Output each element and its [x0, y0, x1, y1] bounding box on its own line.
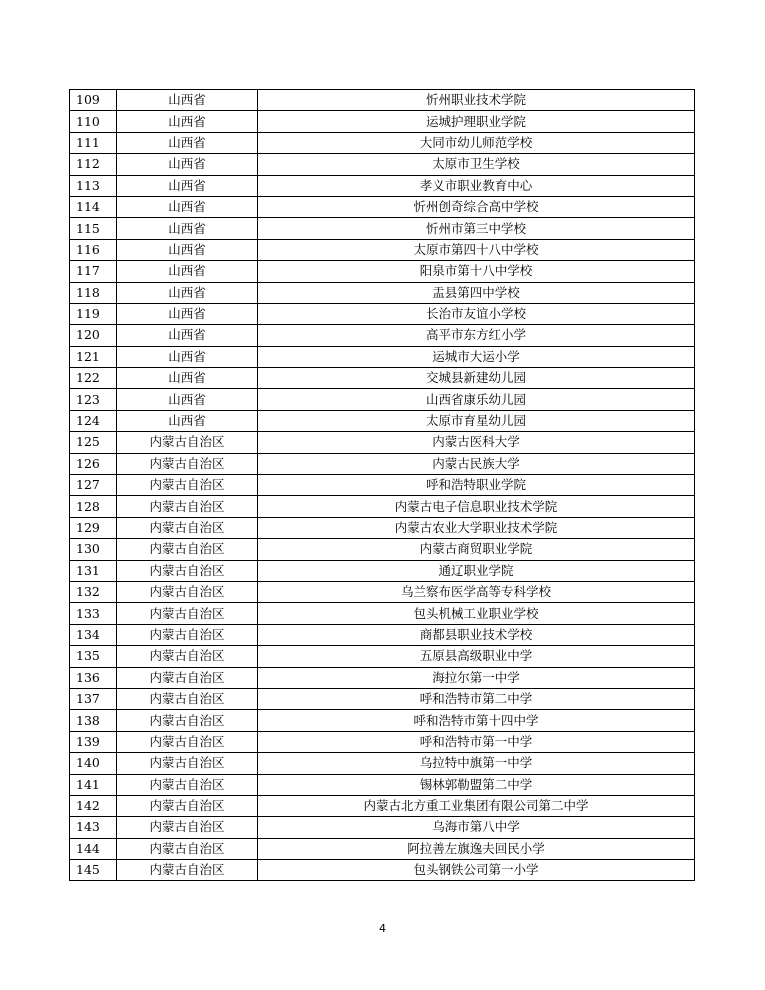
row-number-cell: 114 [70, 196, 117, 217]
page-number: 4 [379, 922, 386, 935]
row-number-cell: 132 [70, 581, 117, 602]
table-row [70, 838, 695, 859]
region-cell: 山西省 [117, 239, 258, 260]
row-number-cell: 140 [70, 753, 117, 774]
row-number-cell: 119 [70, 303, 117, 324]
table-row [70, 453, 695, 474]
table-row [70, 496, 695, 517]
school-name-cell: 呼和浩特职业学院 [258, 475, 695, 496]
row-number-cell: 130 [70, 539, 117, 560]
school-name-cell: 内蒙古北方重工业集团有限公司第二中学 [258, 795, 695, 816]
school-name-cell: 忻州职业技术学院 [258, 90, 695, 111]
region-cell: 内蒙古自治区 [117, 475, 258, 496]
row-number-cell: 124 [70, 410, 117, 431]
row-number-cell: 113 [70, 175, 117, 196]
region-cell: 山西省 [117, 261, 258, 282]
region-cell: 内蒙古自治区 [117, 667, 258, 688]
region-cell: 内蒙古自治区 [117, 432, 258, 453]
row-number-cell: 120 [70, 325, 117, 346]
school-name-cell: 大同市幼儿师范学校 [258, 132, 695, 153]
region-cell: 内蒙古自治区 [117, 838, 258, 859]
region-cell: 内蒙古自治区 [117, 817, 258, 838]
row-number-cell: 116 [70, 239, 117, 260]
school-name-cell: 内蒙古电子信息职业技术学院 [258, 496, 695, 517]
table-row [70, 581, 695, 602]
region-cell: 山西省 [117, 154, 258, 175]
region-cell: 内蒙古自治区 [117, 517, 258, 538]
row-number-cell: 112 [70, 154, 117, 175]
region-cell: 内蒙古自治区 [117, 795, 258, 816]
row-number-cell: 137 [70, 688, 117, 709]
table-row [70, 111, 695, 132]
school-name-cell: 高平市东方红小学 [258, 325, 695, 346]
region-cell: 内蒙古自治区 [117, 646, 258, 667]
row-number-cell: 139 [70, 731, 117, 752]
school-name-cell: 山西省康乐幼儿园 [258, 389, 695, 410]
school-name-cell: 盂县第四中学校 [258, 282, 695, 303]
table-row [70, 646, 695, 667]
region-cell: 山西省 [117, 303, 258, 324]
school-name-cell: 忻州市第三中学校 [258, 218, 695, 239]
table-row [70, 539, 695, 560]
row-number-cell: 122 [70, 368, 117, 389]
school-name-cell: 长治市友谊小学校 [258, 303, 695, 324]
row-number-cell: 135 [70, 646, 117, 667]
region-cell: 内蒙古自治区 [117, 774, 258, 795]
row-number-cell: 123 [70, 389, 117, 410]
school-name-cell: 运城护理职业学院 [258, 111, 695, 132]
table-row [70, 132, 695, 153]
table-row [70, 239, 695, 260]
school-name-cell: 内蒙古医科大学 [258, 432, 695, 453]
region-cell: 山西省 [117, 368, 258, 389]
table-row [70, 303, 695, 324]
row-number-cell: 138 [70, 710, 117, 731]
school-name-cell: 忻州创奇综合高中学校 [258, 196, 695, 217]
region-cell: 山西省 [117, 90, 258, 111]
region-cell: 内蒙古自治区 [117, 453, 258, 474]
table-row [70, 90, 695, 111]
table-row [70, 624, 695, 645]
row-number-cell: 115 [70, 218, 117, 239]
region-cell: 内蒙古自治区 [117, 688, 258, 709]
table-row [70, 175, 695, 196]
school-name-cell: 孝义市职业教育中心 [258, 175, 695, 196]
school-name-cell: 太原市卫生学校 [258, 154, 695, 175]
table-row [70, 517, 695, 538]
table-row [70, 282, 695, 303]
table-row [70, 432, 695, 453]
school-name-cell: 包头钢铁公司第一小学 [258, 860, 695, 881]
row-number-cell: 118 [70, 282, 117, 303]
school-name-cell: 呼和浩特市第十四中学 [258, 710, 695, 731]
region-cell: 山西省 [117, 389, 258, 410]
school-name-cell: 太原市第四十八中学校 [258, 239, 695, 260]
table-row [70, 688, 695, 709]
table-row [70, 667, 695, 688]
table-body [70, 90, 695, 881]
school-name-cell: 商都县职业技术学校 [258, 624, 695, 645]
row-number-cell: 111 [70, 132, 117, 153]
school-name-cell: 太原市育星幼儿园 [258, 410, 695, 431]
row-number-cell: 143 [70, 817, 117, 838]
school-name-cell: 阿拉善左旗逸夫回民小学 [258, 838, 695, 859]
table-row [70, 774, 695, 795]
row-number-cell: 144 [70, 838, 117, 859]
region-cell: 内蒙古自治区 [117, 496, 258, 517]
region-cell: 山西省 [117, 175, 258, 196]
region-cell: 山西省 [117, 346, 258, 367]
table-row [70, 475, 695, 496]
region-cell: 内蒙古自治区 [117, 539, 258, 560]
table-row [70, 346, 695, 367]
row-number-cell: 128 [70, 496, 117, 517]
row-number-cell: 127 [70, 475, 117, 496]
table-row [70, 325, 695, 346]
table-row [70, 731, 695, 752]
region-cell: 山西省 [117, 410, 258, 431]
table-row [70, 817, 695, 838]
school-name-cell: 运城市大运小学 [258, 346, 695, 367]
row-number-cell: 136 [70, 667, 117, 688]
row-number-cell: 110 [70, 111, 117, 132]
table-row [70, 560, 695, 581]
school-name-cell: 乌海市第八中学 [258, 817, 695, 838]
table-row [70, 218, 695, 239]
table-row [70, 860, 695, 881]
region-cell: 山西省 [117, 111, 258, 132]
region-cell: 内蒙古自治区 [117, 581, 258, 602]
school-name-cell: 锡林郭勒盟第二中学 [258, 774, 695, 795]
row-number-cell: 145 [70, 860, 117, 881]
school-name-cell: 内蒙古商贸职业学院 [258, 539, 695, 560]
school-name-cell: 阳泉市第十八中学校 [258, 261, 695, 282]
row-number-cell: 131 [70, 560, 117, 581]
region-cell: 内蒙古自治区 [117, 603, 258, 624]
table-row [70, 261, 695, 282]
school-name-cell: 包头机械工业职业学校 [258, 603, 695, 624]
region-cell: 内蒙古自治区 [117, 731, 258, 752]
school-name-cell: 交城县新建幼儿园 [258, 368, 695, 389]
row-number-cell: 142 [70, 795, 117, 816]
region-cell: 山西省 [117, 325, 258, 346]
row-number-cell: 125 [70, 432, 117, 453]
school-list-table [69, 89, 695, 881]
table-row [70, 154, 695, 175]
row-number-cell: 133 [70, 603, 117, 624]
row-number-cell: 129 [70, 517, 117, 538]
school-name-cell: 内蒙古民族大学 [258, 453, 695, 474]
region-cell: 内蒙古自治区 [117, 710, 258, 731]
school-name-cell: 乌兰察布医学高等专科学校 [258, 581, 695, 602]
school-name-cell: 呼和浩特市第二中学 [258, 688, 695, 709]
row-number-cell: 134 [70, 624, 117, 645]
region-cell: 内蒙古自治区 [117, 753, 258, 774]
school-name-cell: 乌拉特中旗第一中学 [258, 753, 695, 774]
row-number-cell: 121 [70, 346, 117, 367]
table-row [70, 795, 695, 816]
school-name-cell: 呼和浩特市第一中学 [258, 731, 695, 752]
table-row [70, 753, 695, 774]
row-number-cell: 109 [70, 90, 117, 111]
region-cell: 内蒙古自治区 [117, 624, 258, 645]
table-row [70, 196, 695, 217]
school-name-cell: 内蒙古农业大学职业技术学院 [258, 517, 695, 538]
row-number-cell: 126 [70, 453, 117, 474]
table-row [70, 368, 695, 389]
table-row [70, 603, 695, 624]
row-number-cell: 117 [70, 261, 117, 282]
school-name-cell: 通辽职业学院 [258, 560, 695, 581]
region-cell: 内蒙古自治区 [117, 860, 258, 881]
row-number-cell: 141 [70, 774, 117, 795]
school-name-cell: 海拉尔第一中学 [258, 667, 695, 688]
region-cell: 内蒙古自治区 [117, 560, 258, 581]
region-cell: 山西省 [117, 196, 258, 217]
region-cell: 山西省 [117, 218, 258, 239]
region-cell: 山西省 [117, 282, 258, 303]
table-row [70, 410, 695, 431]
table-row [70, 710, 695, 731]
region-cell: 山西省 [117, 132, 258, 153]
table-row [70, 389, 695, 410]
school-name-cell: 五原县高级职业中学 [258, 646, 695, 667]
